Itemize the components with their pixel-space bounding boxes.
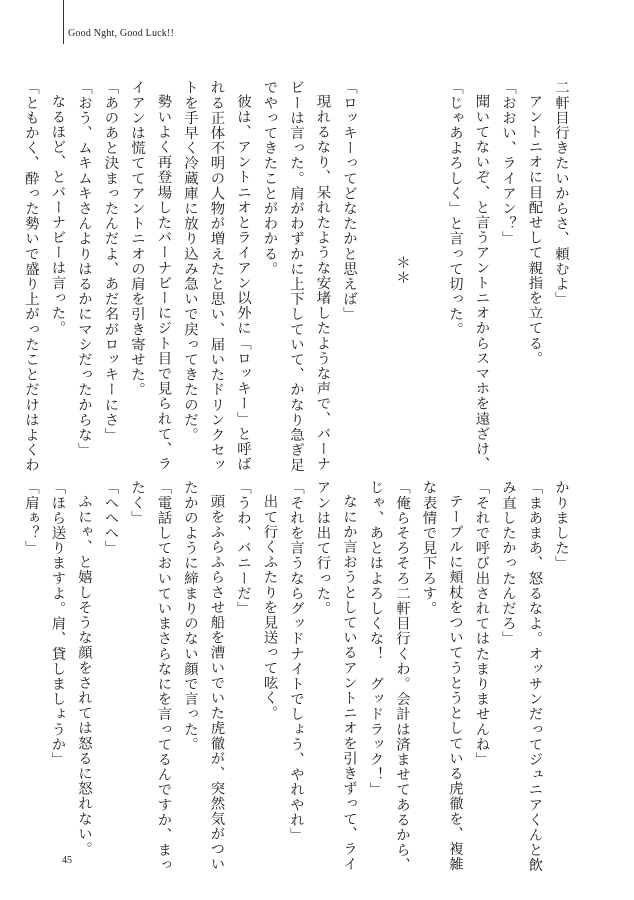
text-column: トを手早く冷蔵庫に放り込み急いで戻ってきたのだ。 — [182, 80, 198, 443]
text-column: たく」 — [129, 480, 145, 526]
text-column: 「へへへ」 — [102, 480, 119, 556]
text-column: 「あのあと決まったんだよ、あだ名がロッキーにさ」 — [102, 80, 119, 443]
margin-rule — [63, 0, 64, 44]
text-column: 「うわ、バニーだ」 — [235, 480, 251, 616]
text-column: 「それで呼び出されてはたまりませんね」 — [473, 480, 490, 767]
text-column: 「ロッキーってどなたかと思えば」 — [341, 80, 357, 322]
text-column: たかのように締まりのない顔で言った。 — [182, 480, 198, 752]
text-column: 彼は、アントニオとライアン以外に「ロッキー」と呼ば — [235, 94, 251, 472]
text-column: な表情で見下ろす。 — [420, 480, 437, 616]
text-column: ビーは言った。肩がわずかに上下していて、かなり急ぎ足 — [288, 80, 304, 473]
text-column: 「おう、ムキムキさんよりはるかにマシだったからな」 — [76, 80, 92, 458]
text-column: テーブルに頬杖をついてうとうとしている虎徹を、複雑 — [447, 494, 463, 872]
text-column: かりました」 — [553, 480, 569, 571]
text-column: アンは出て行った。 — [314, 480, 331, 616]
text-column: じゃ、あとはよろしくな！ グッドラック！」 — [367, 480, 384, 798]
text-column: れる正体不明の人物が増えたと思い、届いたドリンクセッ — [208, 80, 225, 473]
text-column: なにか言おうとしているアントニオを引きずって、ライ — [341, 494, 357, 872]
text-column: なるほど、とバーナビーは言った。 — [49, 94, 66, 336]
text-column: 「それを言うならグッドナイトでしょう、やれやれ」 — [288, 480, 304, 843]
text-column: 聞いてないぞ、と言うアントニオからスマホを遠ざけ、 — [473, 94, 490, 472]
page-number: 45 — [62, 855, 72, 866]
text-column: 出て行くふたりを見送って呟く。 — [261, 494, 278, 721]
text-column: 「ほら送りますよ。肩、貸しましょうか」 — [49, 480, 66, 767]
text-column — [415, 80, 442, 460]
text-column: み直したかったんだろ」 — [500, 480, 516, 647]
text-column: イアンは慌ててアントニオの肩を引き寄せた。 — [129, 80, 145, 398]
text-column: 「まあまあ、怒るなよ。オッサンだってジュニアくんと飲 — [526, 480, 543, 873]
text-column: 「じゃあよろしく」と言って切った。 — [447, 80, 463, 337]
text-column: 「電話しておいていまさらなにを言ってるんですか、まっ — [155, 480, 172, 873]
text-column: 勢いよく再登場したバーナビーにジト目で見られて、ラ — [155, 94, 172, 472]
running-head: Good Nght, Good Luck!! — [68, 28, 175, 39]
text-column: 「肩ぁ？」 — [23, 480, 39, 556]
text-column: 「おおい、ライアン？」 — [500, 80, 516, 247]
text-column: 二軒目行きたいからさ、頼むよ」 — [553, 80, 569, 307]
text-column: 「ともかく、酔った勢いで盛り上がったことだけはよくわ — [23, 80, 39, 473]
text-column: 現れるなり、呆れたような安堵したような声で、バーナ — [314, 94, 331, 472]
text-column: でやってきたことがわかる。 — [261, 80, 278, 277]
scene-break: ＊＊ — [394, 254, 410, 286]
text-block-top — [18, 80, 575, 473]
text-column: アントニオに目配せして親指を立てる。 — [526, 94, 543, 367]
text-column — [362, 80, 389, 460]
text-column: 頭をふらふらさせ船を漕いでいた虎徹が、突然気がつい — [208, 494, 225, 872]
text-column: ふにゃ、と嬉しそうな顔をされては怒るに怒れない。 — [76, 494, 92, 857]
text-column: 「俺らそろそろ二軒目行くわ。会計は済ませてあるから、 — [394, 480, 410, 873]
